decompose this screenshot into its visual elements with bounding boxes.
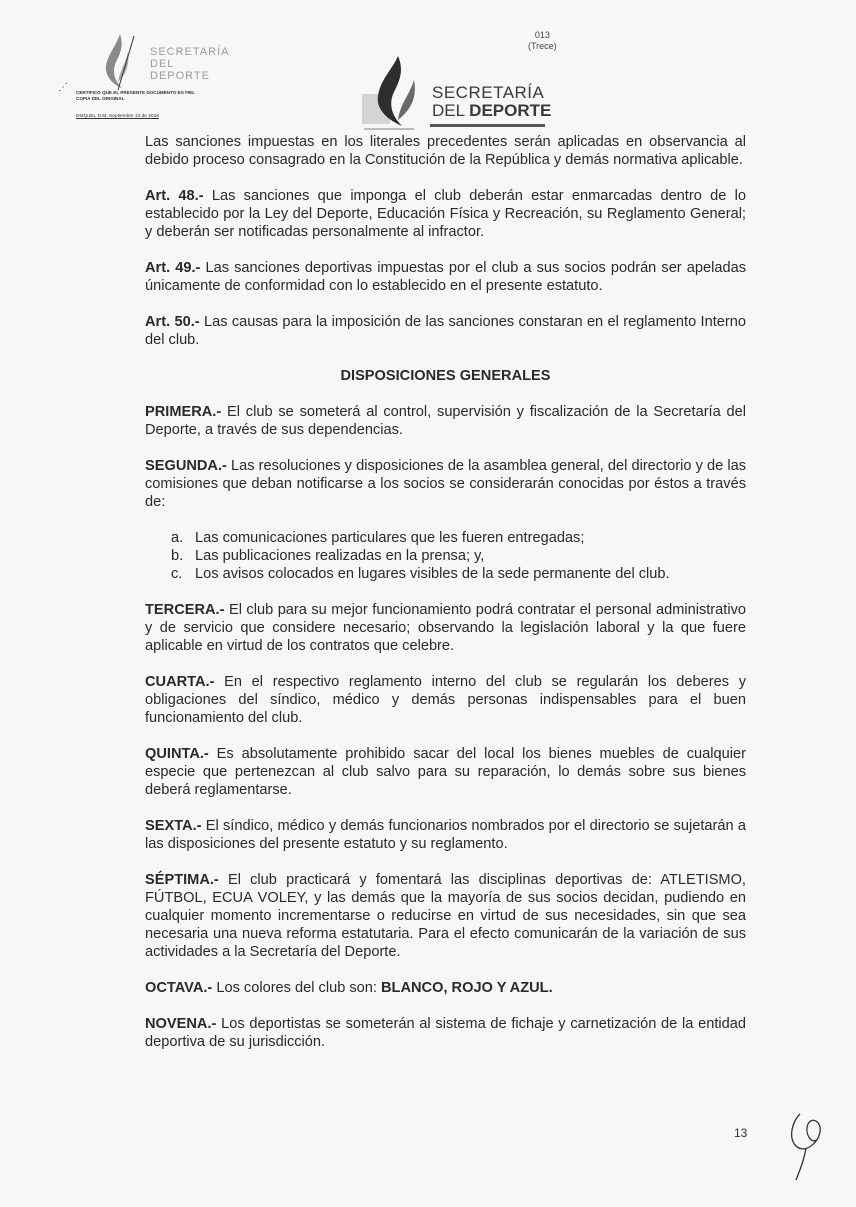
list-item-letter: c. [171,566,183,582]
header-org-bold: DEPORTE [469,101,552,120]
disposition-septima [145,871,746,961]
ministry-logo-stamp-icon [98,32,138,92]
header-org-name-line2 [432,101,551,121]
handwritten-signature-icon [782,1104,832,1184]
disposition-sexta [145,817,746,853]
octava-colors: BLANCO, ROJO Y AZUL. [381,980,553,996]
article-48-label: Art. 48.- [145,188,204,204]
page-marker-number: 013 [534,30,550,40]
disposition-primera [145,403,746,439]
paragraph-intro: Las sanciones impuestas en los literales precedentes serán aplicadas en observancia al debido proceso consagrado en la Constitución de la República y demás normativa aplicable. [145,134,746,168]
segunda-label: SEGUNDA.- [145,458,227,474]
primera-text: El club se someterá al control, supervisión y fiscalización de la Secretaría del Deporte, a través de sus dependencias. [145,404,746,438]
list-item-text: Las comunicaciones particulares que les fueren entregadas; [195,530,585,546]
article-49 [145,259,746,295]
segunda-list [145,529,746,583]
list-item [145,529,746,547]
header-rule [430,124,545,127]
disposition-octava [145,979,746,997]
cuarta-text: En el respectivo reglamento interno del club se regularán los deberes y obligaciones del síndico, médico y demás personas indispensables para el buen funcionamiento del club. [145,674,746,726]
stamp-place-date: DMQuito, D.M. Septiembre 13 de 2018 [76,114,159,119]
quinta-label: QUINTA.- [145,746,209,762]
article-48-text: Las sanciones que imponga el club deberán estar enmarcadas dentro de lo establecido por la Ley del Deporte, Educación Física y Recreación, su Reglamento General; y deberán ser notificadas personalmente al infractor. [145,188,746,240]
article-50-label: Art. 50.- [145,314,200,330]
cuarta-label: CUARTA.- [145,674,215,690]
document-body [145,133,746,1051]
tercera-label: TERCERA.- [145,602,225,618]
article-50 [145,313,746,349]
septima-text: El club practicará y fomentará las disciplinas deportivas de: ATLETISMO, FÚTBOL, ECUA VOLEY, y las demás que la mayoría de sus socios decidan, pudiendo en cualquier momento incrementarse o reducirse en virtud de sus necesidades, sin que sea necesaria una nueva reforma estatutaria. Para el efecto comunicarán de la variación de sus actividades a la Secretaría del Deporte. [145,872,746,960]
page-number: 13 [734,1126,748,1140]
header-org-name-line1: SECRETARÍA [432,83,545,102]
header-underline [364,128,414,130]
handwritten-page-marker [528,30,557,52]
quinta-text: Es absolutamente prohibido sacar del local los bienes muebles de cualquier especie que pertenezcan al club salvo para su reparación, lo demás sobre sus bienes deberá reglamentarse. [145,746,746,798]
stamp-certification-text: CERTIFICO QUE EL PRESENTE DOCUMENTO ES FIEL COPIA DEL ORIGINAL [76,90,195,101]
article-49-label: Art. 49.- [145,260,201,276]
secretaria-deporte-logo-icon [358,54,428,132]
novena-label: NOVENA.- [145,1016,217,1032]
list-item-letter: b. [171,548,184,564]
certification-stamp [58,28,230,128]
disposition-cuarta [145,673,746,727]
disposition-quinta [145,745,746,799]
list-item-letter: a. [171,530,184,546]
octava-label: OCTAVA.- [145,980,213,996]
octava-text: Los colores del club son: [212,980,382,996]
list-item [145,565,746,583]
disposition-tercera [145,601,746,655]
stamp-org-name-line2: DEL DEPORTE [150,58,210,82]
article-49-text: Las sanciones deportivas impuestas por el club a sus socios podrán ser apeladas únicamente de conformidad con lo establecido en el presente estatuto. [145,260,746,294]
section-heading: DISPOSICIONES GENERALES [340,368,551,384]
stamp-org-name-line1: SECRETARÍA [150,46,230,58]
segunda-text: Las resoluciones y disposiciones de la asamblea general, del directorio y de las comisiones que deban notificarse a los socios se considerarán conocidas por éstos a través de: [145,458,746,510]
primera-label: PRIMERA.- [145,404,222,420]
sexta-label: SEXTA.- [145,818,202,834]
stamp-dots: ⋰ [58,82,68,93]
septima-label: SÉPTIMA.- [145,872,219,888]
list-item-text: Las publicaciones realizadas en la prensa; y, [195,548,485,564]
list-item-text: Los avisos colocados en lugares visibles de la sede permanente del club. [195,566,670,582]
list-item [145,547,746,565]
tercera-text: El club para su mejor funcionamiento podrá contratar el personal administrativo y de servicio que considere necesario; observando la legislación laboral y la que fuere aplicable en virtud de los contratos que celebre. [145,602,746,654]
article-48 [145,187,746,241]
article-50-text: Las causas para la imposición de las sanciones constaran en el reglamento Interno del club. [145,314,746,348]
header-org-prefix: DEL [432,101,470,120]
disposition-segunda [145,457,746,511]
disposition-novena [145,1015,746,1051]
sexta-text: El síndico, médico y demás funcionarios nombrados por el directorio se sujetarán a las disposiciones del presente estatuto y su reglamento. [145,818,746,852]
novena-text: Los deportistas se someterán al sistema de fichaje y carnetización de la entidad deportiva de su jurisdicción. [145,1016,746,1050]
page-marker-word: (Trece) [528,41,557,51]
